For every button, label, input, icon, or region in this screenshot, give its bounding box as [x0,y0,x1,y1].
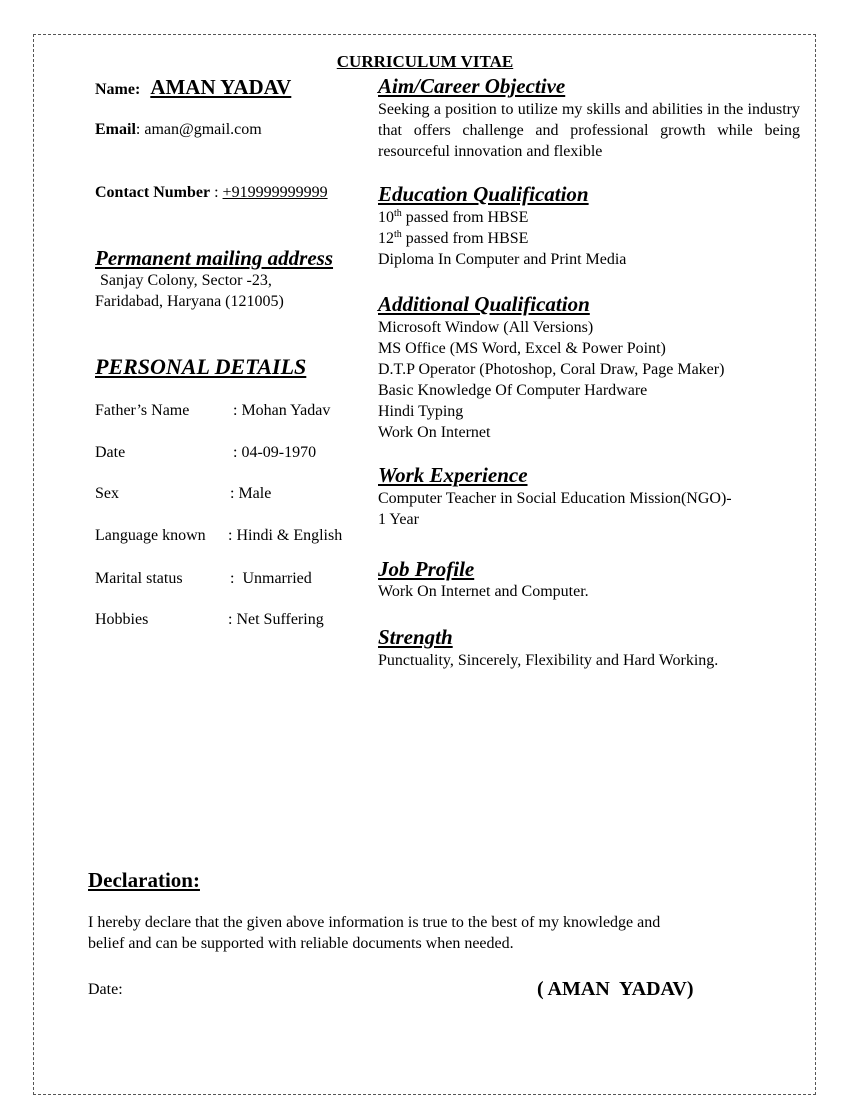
address-heading: Permanent mailing address [95,246,334,270]
work-line-2: 1 Year [378,511,419,528]
phone-row [95,184,328,202]
email-label: Email [95,121,136,138]
additional-item: Hindi Typing [378,403,464,420]
email-row [95,121,262,139]
strength-heading: Strength [378,625,453,649]
objective-text: Seeking a position to utilize my skills and abilities in the industry that offers challenge and professional growth while being resourceful innovation and flexible [378,101,800,160]
work-heading: Work Experience [378,463,528,487]
document-title: CURRICULUM VITAE [336,52,514,71]
personal-details-heading: PERSONAL DETAILS [95,354,307,379]
personal-label-language: Language known [95,527,206,544]
personal-label-sex: Sex [95,485,119,502]
education-heading: Education Qualification [378,182,589,206]
signature: ( AMAN YADAV) [537,978,694,1000]
additional-item: Microsoft Window (All Versions) [378,319,594,336]
work-line-1: Computer Teacher in Social Education Mission(NGO)- [378,490,732,507]
education-item-diploma: Diploma In Computer and Print Media [378,251,627,268]
objective-heading: Aim/Career Objective [378,74,566,98]
personal-value-language: : Hindi & English [228,527,343,544]
declaration-line-2: belief and can be supported with reliable documents when needed. [88,935,514,952]
strength-text: Punctuality, Sincerely, Flexibility and Hard Working. [378,652,719,669]
job-text: Work On Internet and Computer. [378,583,589,600]
phone-label: Contact Number [95,184,211,201]
additional-item: Basic Knowledge Of Computer Hardware [378,382,648,399]
personal-label-date: Date [95,444,126,461]
address-line-2: Faridabad, Haryana (121005) [95,293,284,310]
personal-label-father: Father’s Name [95,402,190,419]
declaration-line-1: I hereby declare that the given above information is true to the best of my knowledge and [88,914,661,931]
education-item-text: passed from HBSE [401,230,529,247]
address-line-1: Sanjay Colony, Sector -23, [100,272,272,289]
education-item-suffix: th [394,208,402,219]
personal-label-hobbies: Hobbies [95,611,149,628]
candidate-name: AMAN YADAV [150,75,292,99]
declaration-heading: Declaration: [88,868,200,892]
name-label: Name: [95,81,141,98]
name-row [95,75,291,100]
additional-item: MS Office (MS Word, Excel & Power Point) [378,340,666,357]
education-item-suffix: th [394,229,402,240]
education-item [378,207,626,228]
date-label: Date: [88,981,123,998]
job-heading: Job Profile [378,557,475,581]
education-list [378,207,626,270]
phone-separator: : [210,184,223,201]
email-value: : aman@gmail.com [135,121,262,138]
personal-label-marital: Marital status [95,570,183,587]
work-text [378,488,732,530]
education-item-text: passed from HBSE [401,209,529,226]
personal-value-sex: : Male [230,485,272,502]
personal-value-father: : Mohan Yadav [233,402,331,419]
additional-item: Work On Internet [378,424,491,441]
additional-heading: Additional Qualification [378,292,590,316]
phone-value: +919999999999 [222,184,328,201]
education-item [378,228,626,249]
additional-item: D.T.P Operator (Photoshop, Coral Draw, Page Maker) [378,361,725,378]
personal-value-hobbies: : Net Suffering [228,611,324,628]
personal-value-date: : 04-09-1970 [233,444,317,461]
personal-value-marital: : Unmarried [230,570,312,587]
additional-list [378,317,724,443]
education-item-number: 10 [378,209,394,226]
education-item-number: 12 [378,230,394,247]
